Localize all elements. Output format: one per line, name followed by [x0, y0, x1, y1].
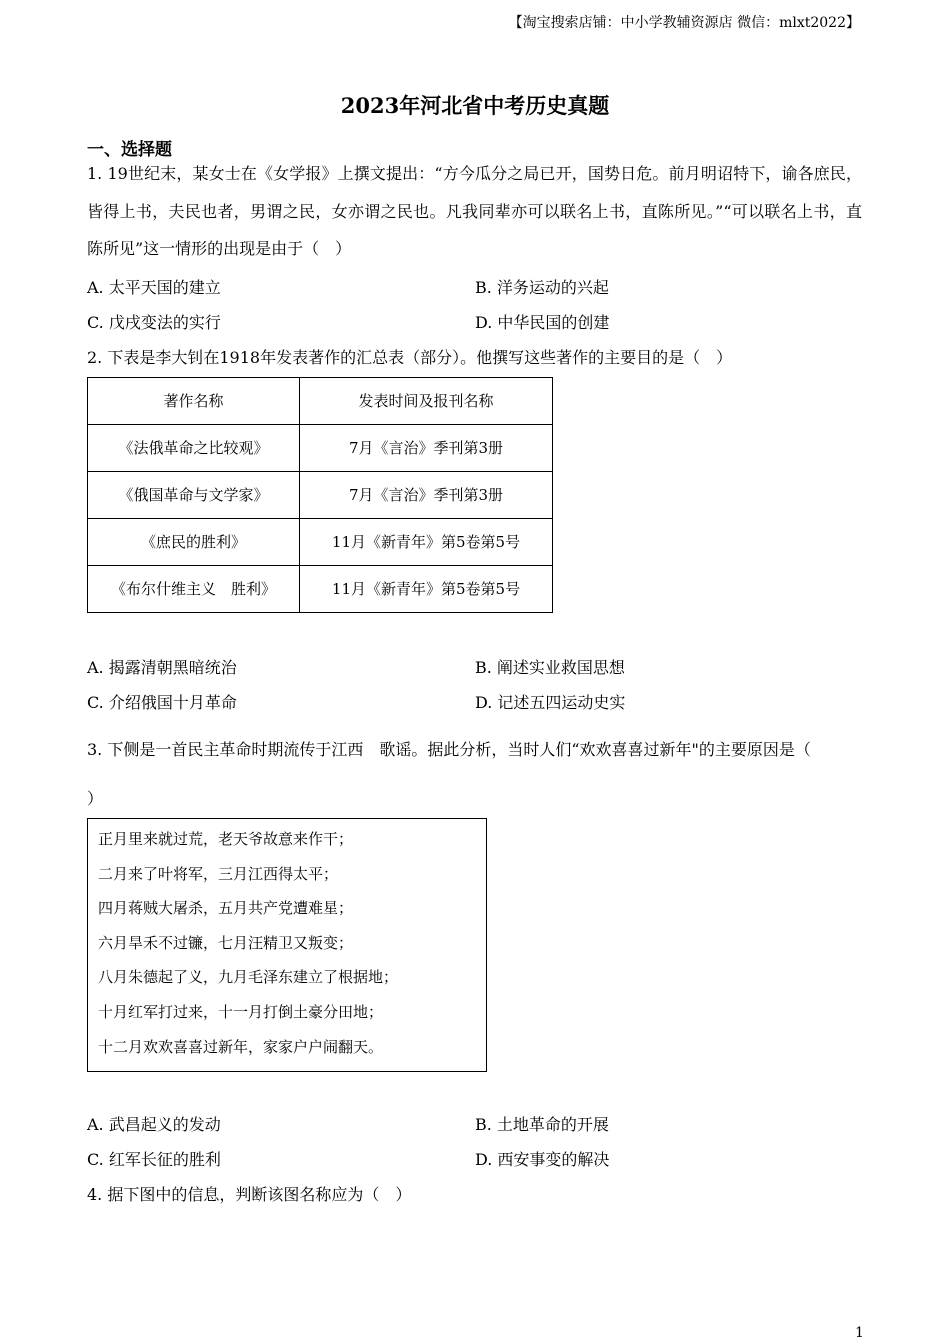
ballad-line: 十二月欢欢喜喜过新年，家家户户闹翻天。	[98, 1037, 384, 1056]
table-cell: 《法俄革命之比较观》	[88, 425, 300, 472]
table-header-cell: 发表时间及报刊名称	[300, 378, 553, 425]
question-3-stem-end: ）	[87, 789, 104, 808]
question-3-option-b: B. 土地革命的开展	[475, 1115, 609, 1134]
ballad-line: 正月里来就过荒，老天爷故意来作干；	[98, 830, 354, 848]
question-2-option-b: B. 阐述实业救国思想	[475, 658, 625, 677]
question-3-option-c: C. 红军长征的胜利	[87, 1150, 221, 1169]
table-row	[88, 566, 553, 613]
section-heading: 一、选择题	[87, 140, 172, 160]
table-cell: 《庶民的胜利》	[88, 519, 300, 566]
page-number: 1	[855, 1325, 864, 1341]
table-cell: 7月《言治》季刊第3册	[300, 472, 553, 519]
table-row	[88, 519, 553, 566]
table-cell: 11月《新青年》第5卷第5号	[300, 519, 553, 566]
question-1-option-d: D. 中华民国的创建	[475, 313, 610, 332]
question-4-stem: 4. 据下图中的信息，判断该图名称应为（ ）	[87, 1185, 412, 1204]
table-row	[88, 472, 553, 519]
ballad-line: 八月朱德起了义，九月毛泽东建立了根据地；	[98, 968, 399, 987]
question-1-stem: 1. 19世纪末，某女士在《女学报》上撰文提出：“方今瓜分之局已开，国势日危。前月明诏特下，谕各庶民，皆得上书，夫民也者，男谓之民，女亦谓之民也。凡我同辈亦可以联名上书，直陈所见。”“可以联名上书，直陈所见”这一情形的出现是由于（ ）	[87, 164, 862, 258]
table-cell: 7月《言治》季刊第3册	[300, 425, 553, 472]
table-header-cell: 著作名称	[88, 378, 300, 425]
ballad-box	[87, 818, 487, 1072]
table-row	[88, 425, 553, 472]
question-3-stem: 3. 下侧是一首民主革命时期流传于江西 歌谣。据此分析，当时人们“欢欢喜喜过新年"的主要原因是（	[87, 740, 811, 759]
works-table	[87, 377, 553, 613]
table-cell: 《布尔什维主义 胜利》	[88, 566, 300, 613]
table-cell: 11月《新青年》第5卷第5号	[300, 566, 553, 613]
question-1-option-b: B. 洋务运动的兴起	[475, 278, 609, 297]
table-header-row	[88, 378, 553, 425]
table-cell: 《俄国革命与文学家》	[88, 472, 300, 519]
question-1-option-a: A. 太平天国的建立	[87, 278, 221, 297]
question-2-option-d: D. 记述五四运动史实	[475, 693, 626, 712]
ballad-line: 四月蒋贼大屠杀，五月共产党遭难星；	[98, 899, 354, 918]
question-2-stem: 2. 下表是李大钊在1918年发表著作的汇总表（部分）。他撰写这些著作的主要目的是（ ）	[87, 348, 733, 367]
question-3-option-a: A. 武昌起义的发动	[87, 1115, 221, 1134]
page-title: 2023年河北省中考历史真题	[340, 93, 610, 118]
question-2-option-a: A. 揭露清朝黑暗统治	[87, 658, 237, 677]
question-1-option-c: C. 戊戌变法的实行	[87, 313, 221, 332]
question-3-option-d: D. 西安事变的解决	[475, 1150, 610, 1169]
ballad-line: 二月来了叶将军，三月江西得太平；	[98, 864, 339, 883]
ballad-line: 十月红军打过来，十一月打倒土豪分田地；	[98, 1002, 384, 1021]
question-2-option-c: C. 介绍俄国十月革命	[87, 693, 237, 712]
ballad-line: 六月旱禾不过镰，七月汪精卫又叛变；	[98, 933, 354, 952]
page-header: 【淘宝搜索店铺：中小学教辅资源店 微信：mlxt2022】	[508, 15, 860, 31]
